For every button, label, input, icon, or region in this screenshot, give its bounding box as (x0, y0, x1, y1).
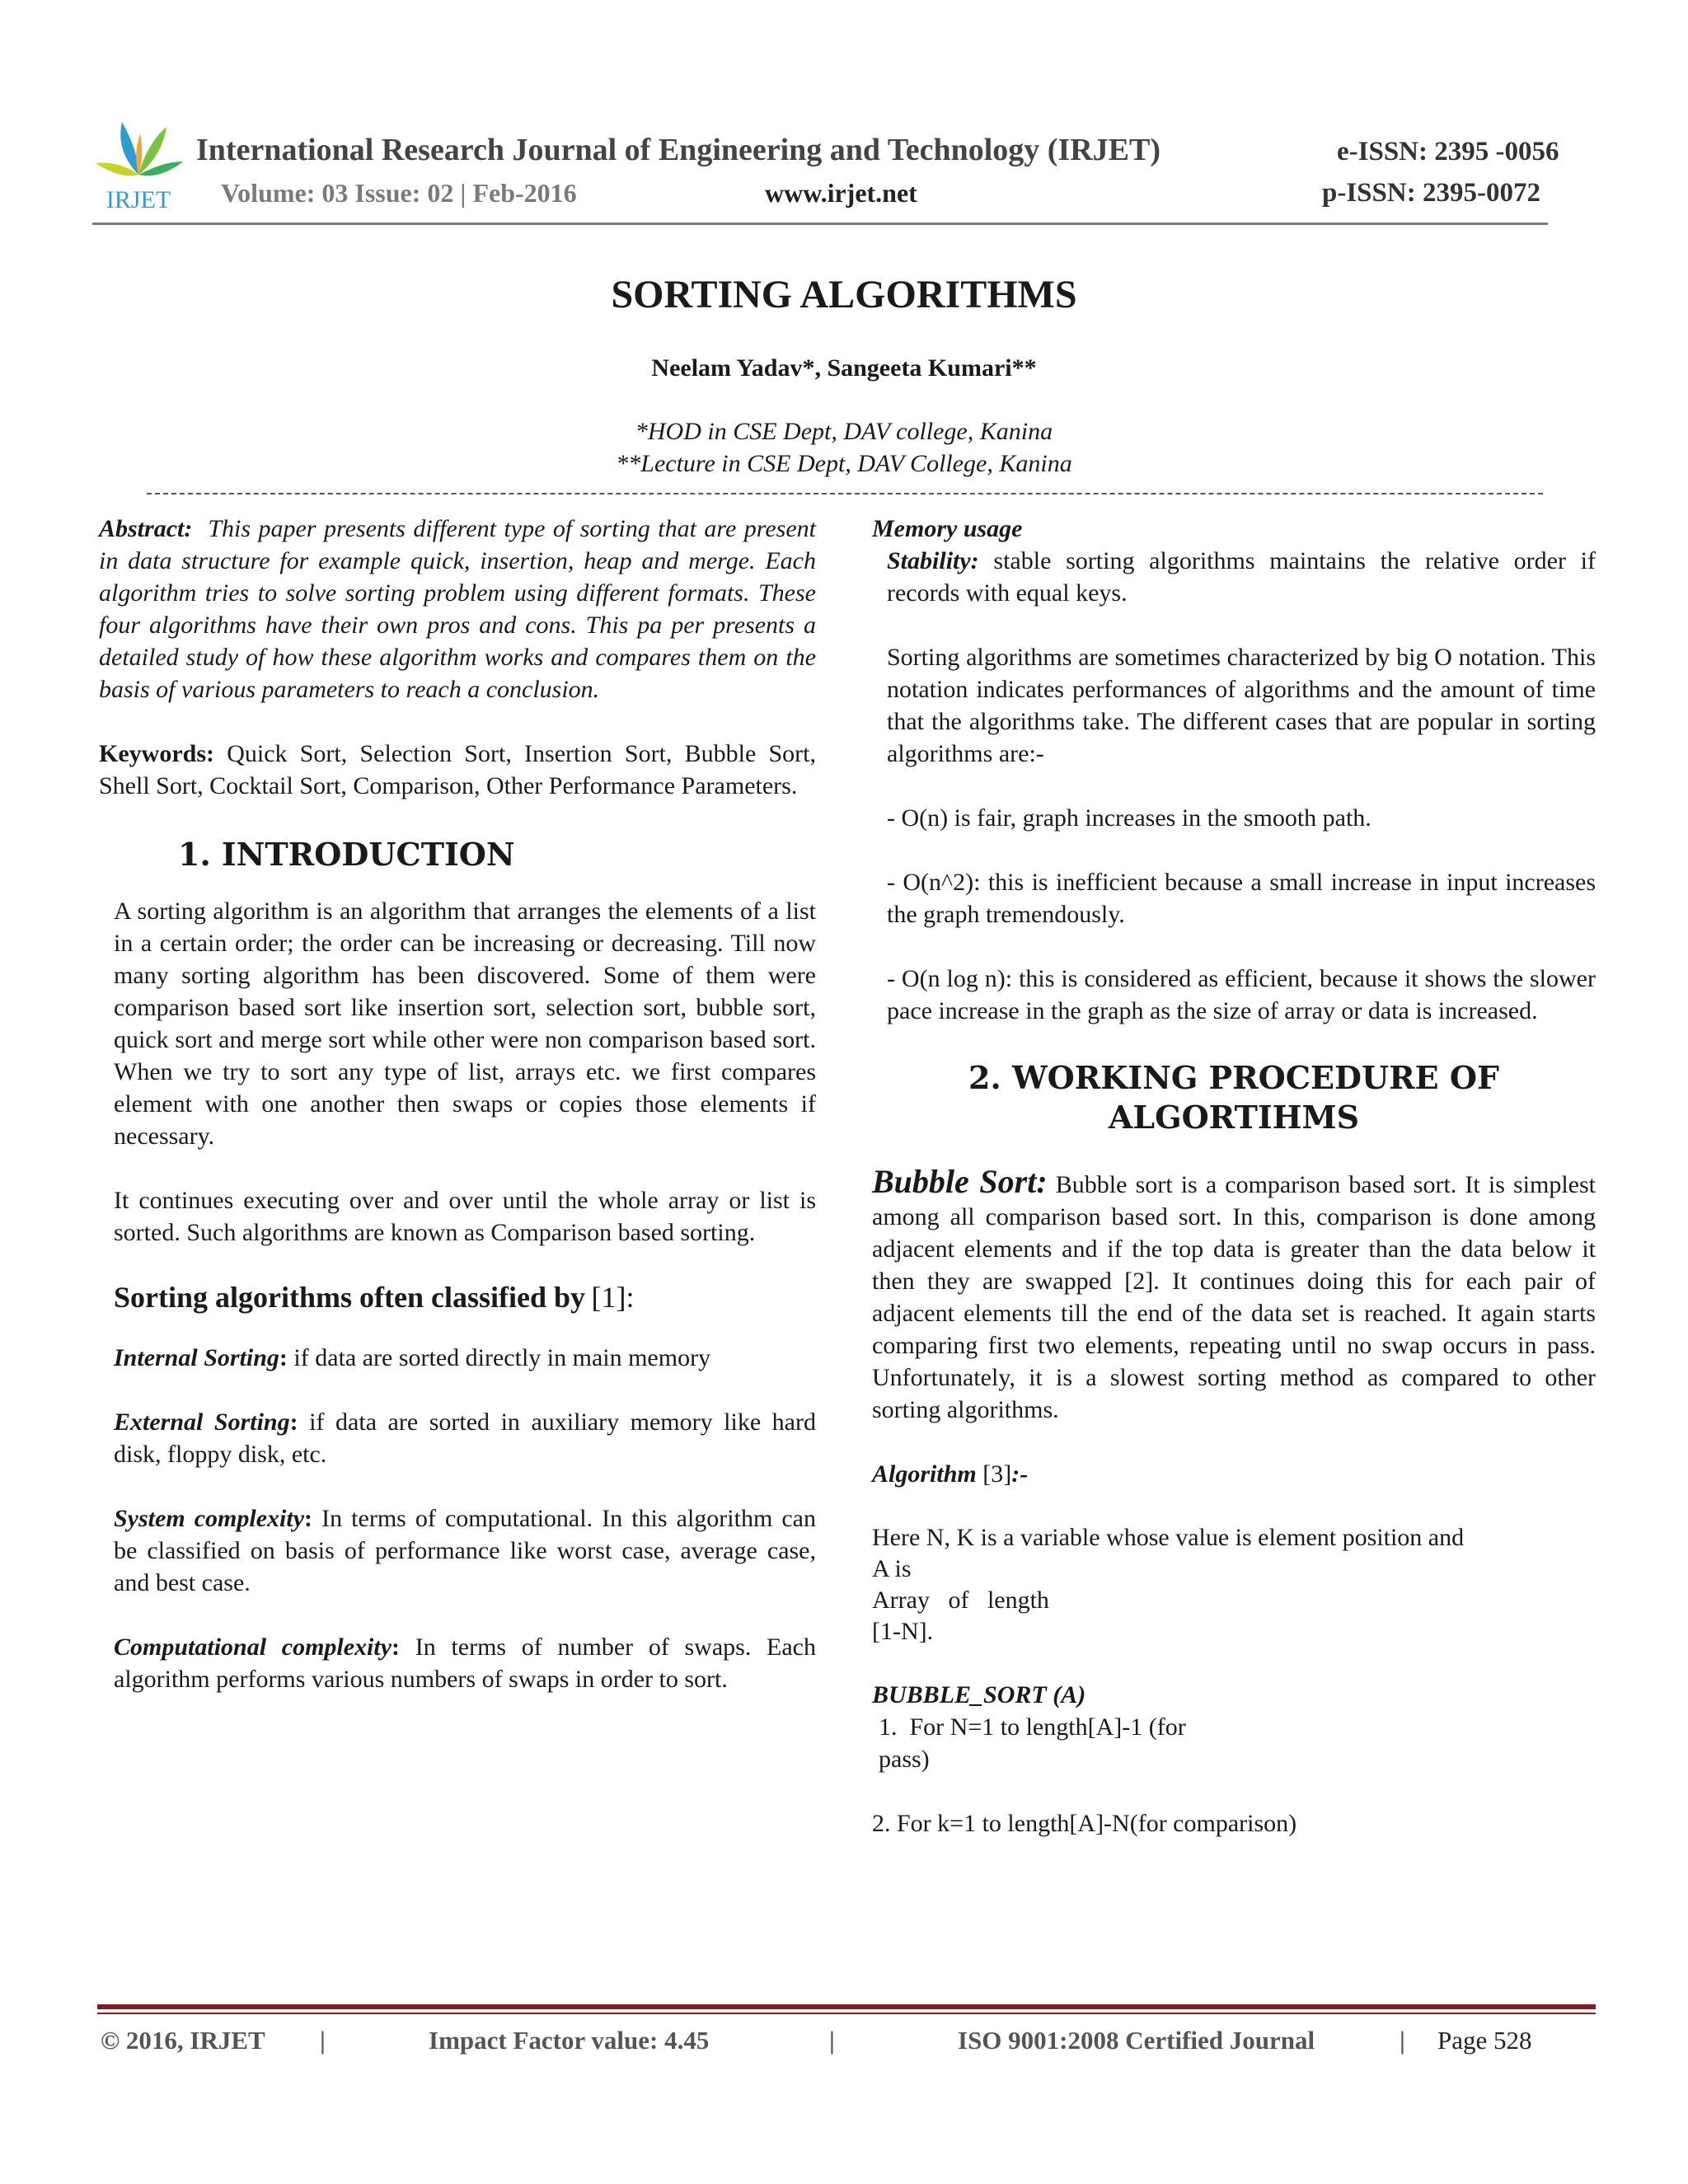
system-complexity-label: System complexity (114, 1505, 305, 1532)
computational-complexity: Computational complexity: In terms of number of swaps. Each algorithm performs various numbers of swaps in order to sort. (114, 1633, 816, 1693)
section-2-heading (872, 1058, 1596, 1137)
footer-separator: | (1400, 2026, 1405, 2055)
logo-leaves-icon (96, 122, 183, 176)
computational-complexity-label: Computational complexity (114, 1633, 392, 1661)
affiliation-1: *HOD in CSE Dept, DAV college, Kanina (635, 418, 1053, 445)
stability-label: Stability: (887, 547, 979, 574)
abstract-text: This paper presents different type of sorting that are present in data structure for example quick, insertion, heap and merge. Each algorithm tries to solve sorting problem using different formats. These four algorithms have their own pros and cons. This pa per presents a detailed study of how these algorithm works and compares them on the basis of various parameters to reach a conclusion. (99, 515, 816, 703)
footer-iso: ISO 9001:2008 Certified Journal (958, 2026, 1315, 2055)
keywords (99, 738, 816, 802)
memory-usage-label: Memory usage (872, 515, 1023, 542)
bubble-sort-procedure: BUBBLE_SORT (A) (872, 1681, 1086, 1708)
paper-title: SORTING ALGORITHMS (611, 273, 1077, 316)
system-complexity-text: In terms of computational. In this algorithm can be classified on basis of performance like worst case, average case, and best case. (114, 1505, 816, 1596)
classified-heading-text: Sorting algorithms often classified by (114, 1281, 585, 1314)
algorithm-suffix: :- (1011, 1460, 1029, 1488)
footer-divider-thin (97, 2013, 1596, 2014)
step-2: 2. For k=1 to length[A]-N(for comparison) (872, 1810, 1297, 1837)
title-divider (147, 493, 1543, 494)
eissn: e-ISSN: 2395 -0056 (1337, 137, 1559, 166)
step-1-line-1: 1. For N=1 to length[A]-1 (for (879, 1713, 1186, 1741)
bubble-sort-label: Bubble Sort: (872, 1163, 1048, 1200)
pissn: p-ISSN: 2395-0072 (1322, 178, 1540, 208)
stability-text: stable sorting algorithms maintains the relative order if records with equal keys. (887, 547, 1596, 607)
abstract (99, 513, 816, 705)
algorithm-description (872, 1522, 1596, 1647)
classified-heading (99, 1282, 816, 1315)
external-sorting: External Sorting: if data are sorted in auxiliary memory like hard disk, floppy disk, etc. (114, 1408, 816, 1468)
internal-sorting-label: Internal Sorting (114, 1344, 279, 1371)
footer-impact-factor: Impact Factor value: 4.45 (429, 2026, 710, 2055)
step-1 (872, 1711, 1596, 1775)
algorithm-heading (872, 1458, 1596, 1490)
computational-complexity-text: In terms of number of swaps. Each algorithm performs various numbers of swaps in order to sort. (114, 1633, 816, 1693)
logo-text: IRJET (106, 186, 171, 213)
internal-sorting: Internal Sorting: if data are sorted directly in main memory (114, 1344, 711, 1371)
big-o-paragraph: Sorting algorithms are sometimes characterized by big O notation. This notation indicates performances of algorithms and the amount of time that the algorithms take. The different cases that are popular in sorting algorithms are:- (887, 644, 1596, 767)
bubble-sort-paragraph (872, 1165, 1596, 1426)
abstract-label: Abstract: (99, 515, 193, 542)
bubble-sort-text: Bubble sort is a comparison based sort. It is simplest among all comparison based sort. In this, comparison is done among adjacent elements and if the top data is greater than the data below it then they are swapped [2]. It continues doing this for each pair of adjacent elements till the end of the data set is reached. It again starts comparing first two elements, repeating until no swap occurs in pass. Unfortunately, it is a slowest sorting method as compared to other sorting algorithms. (872, 1171, 1596, 1423)
journal-title: International Research Journal of Engineering and Technology (IRJET) (196, 133, 1161, 167)
intro-paragraph-1: A sorting algorithm is an algorithm that arranges the elements of a list in a certain order; the order can be increasing or decreasing. Till now many sorting algorithm has been discovered. Some of them were comparison based sort like insertion sort, selection sort, bubble sort, quick sort and merge sort while other were non comparison based sort. When we try to sort any type of list, arrays etc. we first compares element with one another then swaps or copies those elements if necessary. (114, 898, 816, 1150)
system-complexity: System complexity: In terms of computational. In this algorithm can be classified on basis of performance like worst case, average case, and best case. (114, 1505, 816, 1596)
section-2-heading-line-1: 2. WORKING PROCEDURE OF (968, 1059, 1499, 1096)
here-line-4: [1-N]. (872, 1618, 934, 1645)
here-line-3: Array of length (872, 1586, 1049, 1614)
external-sorting-text: if data are sorted in auxiliary memory like hard disk, floppy disk, etc. (114, 1408, 816, 1468)
journal-website: www.irjet.net (765, 178, 917, 208)
right-column (872, 513, 1596, 1840)
footer-divider-thick (97, 2004, 1596, 2009)
keywords-label: Keywords: (99, 740, 214, 767)
here-line-1: Here N, K is a variable whose value is element position and (872, 1524, 1465, 1551)
section-2-heading-line-2: ALGORTIHMS (1108, 1099, 1360, 1136)
footer-copyright: © 2016, IRJET (101, 2026, 265, 2055)
step-1-line-2: pass) (879, 1746, 930, 1773)
affiliation-2: **Lecture in CSE Dept, DAV College, Kanina (616, 450, 1072, 477)
external-sorting-label: External Sorting (114, 1408, 290, 1436)
intro-paragraph-2: It continues executing over and over until the whole array or list is sorted. Such algorithms are known as Comparison based sorting. (114, 1187, 816, 1246)
algorithm-ref: [3] (982, 1460, 1012, 1488)
volume-issue: Volume: 03 Issue: 02 | Feb-2016 (221, 178, 577, 208)
o-nlogn-item: - O(n log n): this is considered as efficient, because it shows the slower pace increase in the graph as the size of array or data is increased. (887, 965, 1596, 1024)
irjet-logo (92, 115, 185, 214)
o-n2-item: - O(n^2): this is inefficient because a small increase in input increases the graph tremendously. (887, 869, 1596, 928)
intro-heading: 1. INTRODUCTION (178, 836, 515, 873)
algorithm-label: Algorithm (872, 1460, 977, 1488)
keywords-text: Quick Sort, Selection Sort, Insertion Sort, Bubble Sort, Shell Sort, Cocktail Sort, Comparison, Other Performance Parameters. (99, 740, 816, 799)
here-line-2: A is (872, 1555, 912, 1582)
classified-heading-ref: [1]: (591, 1281, 635, 1314)
footer-separator: | (320, 2026, 326, 2055)
o-n-item: - O(n) is fair, graph increases in the smooth path. (887, 804, 1372, 832)
footer-separator: | (829, 2026, 835, 2055)
paper-authors: Neelam Yadav*, Sangeeta Kumari** (651, 354, 1037, 382)
stability (872, 545, 1596, 609)
internal-sorting-text: if data are sorted directly in main memory (293, 1344, 711, 1371)
left-column (99, 513, 816, 1695)
footer-page-number: Page 528 (1437, 2026, 1532, 2055)
header-divider (92, 223, 1548, 225)
